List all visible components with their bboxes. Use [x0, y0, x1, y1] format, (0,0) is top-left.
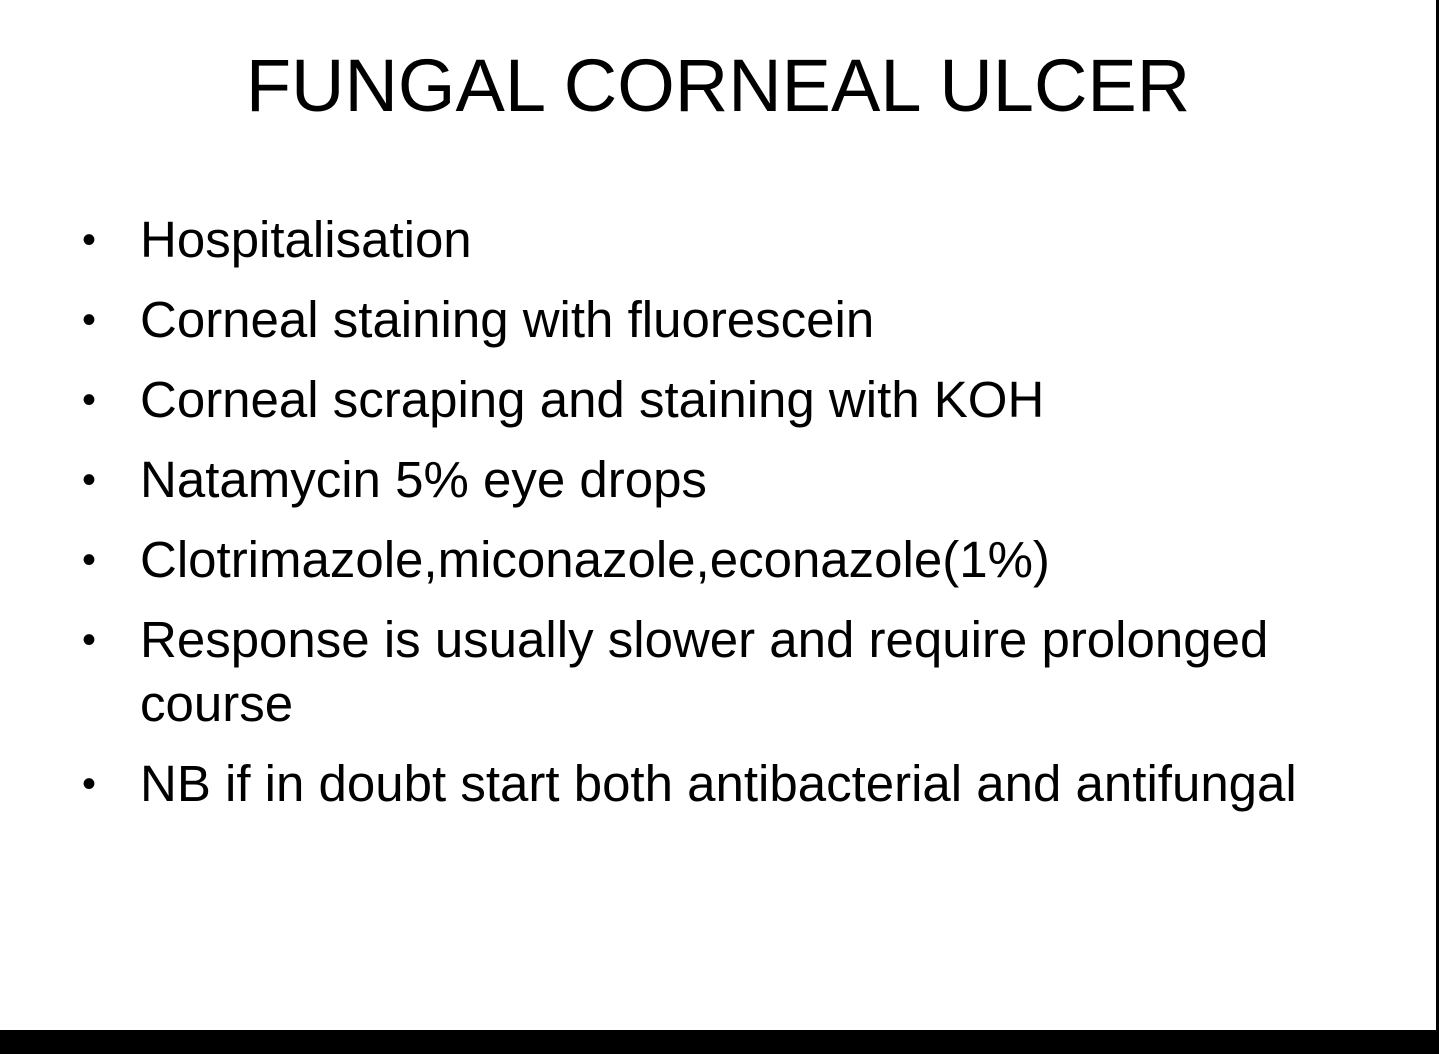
bullet-item	[82, 752, 1382, 816]
bullet-icon: •	[82, 378, 97, 422]
bullet-text: Hospitalisation	[140, 211, 472, 268]
bullet-text: NB if in doubt start both antibacterial and antifungal	[140, 755, 1297, 812]
bullet-text: Corneal staining with fluorescein	[140, 291, 875, 348]
bullet-text: Corneal scraping and staining with KOH	[140, 371, 1045, 428]
bullet-item	[82, 208, 1382, 272]
bullet-item	[82, 528, 1382, 592]
bullet-icon: •	[82, 218, 97, 262]
bullet-icon: •	[82, 538, 97, 582]
bullet-icon: •	[82, 458, 97, 502]
bullet-text: Natamycin 5% eye drops	[140, 451, 707, 508]
bullet-icon: •	[82, 762, 97, 806]
bullet-item	[82, 288, 1382, 352]
bullet-text: Response is usually slower and require prolonged course	[140, 611, 1269, 732]
slide-frame-bottom	[0, 1030, 1439, 1054]
bullet-item	[82, 608, 1382, 736]
bullet-icon: •	[82, 298, 97, 342]
slide-title: FUNGAL CORNEAL ULCER	[245, 44, 1191, 127]
bullet-item	[82, 368, 1382, 432]
bullet-item	[82, 448, 1382, 512]
bullet-list	[82, 208, 1382, 832]
bullet-icon: •	[82, 618, 97, 662]
bullet-text: Clotrimazole,miconazole,econazole(1%)	[140, 531, 1050, 588]
